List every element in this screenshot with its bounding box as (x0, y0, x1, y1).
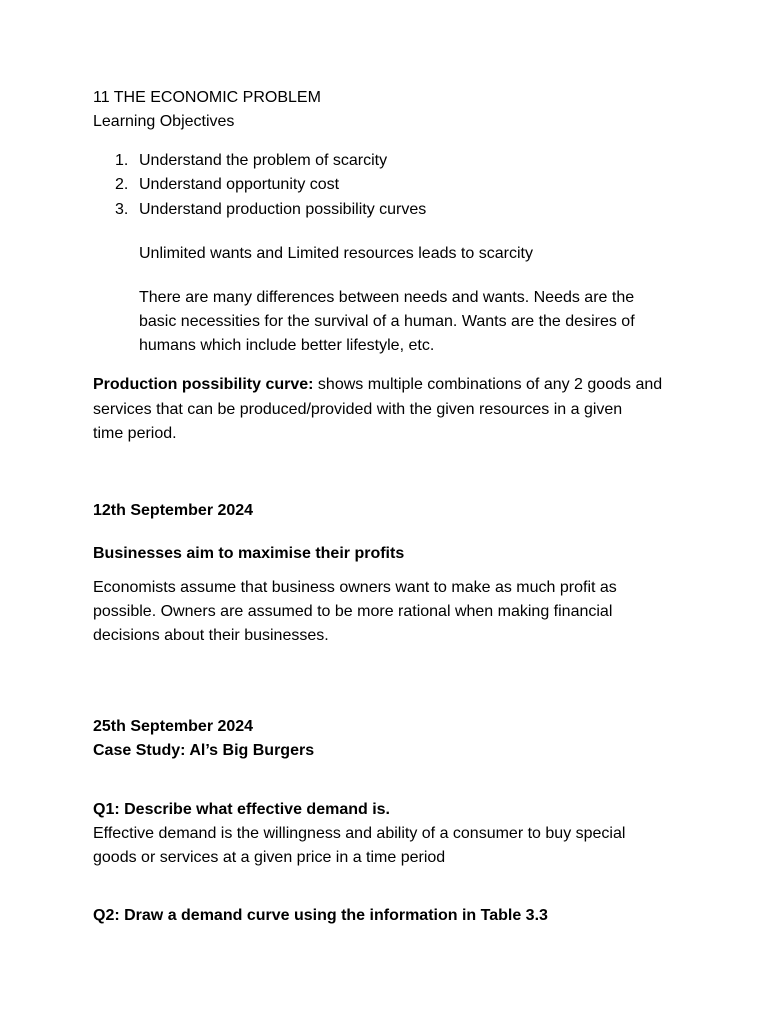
paragraph-line: humans which include better lifestyle, etc. (139, 337, 435, 354)
paragraph-line: goods or services at a given price in a time period (93, 849, 446, 866)
objective-item: Understand the problem of scarcity (139, 152, 388, 169)
scarcity-statement: Unlimited wants and Limited resources leads to scarcity (139, 245, 533, 262)
paragraph-line: decisions about their businesses. (93, 627, 329, 644)
objective-number: 1. (115, 152, 129, 169)
paragraph-line: Effective demand is the willingness and ability of a consumer to buy special (93, 825, 626, 842)
section-heading: Businesses aim to maximise their profits (93, 545, 405, 562)
paragraph-line: time period. (93, 425, 177, 442)
learning-objectives-label: Learning Objectives (93, 113, 235, 130)
paragraph-line: Economists assume that business owners want to make as much profit as (93, 579, 617, 596)
paragraph-line: services that can be produced/provided with the given resources in a given (93, 401, 623, 418)
ppc-definition: shows multiple combinations of any 2 goods and (313, 376, 663, 393)
paragraph-line: possible. Owners are assumed to be more rational when making financial (93, 603, 613, 620)
question-2: Q2: Draw a demand curve using the information in Table 3.3 (93, 907, 548, 924)
paragraph-line: basic necessities for the survival of a human. Wants are the desires of (139, 313, 635, 330)
objective-item: Understand production possibility curves (139, 201, 427, 218)
paragraph-line: There are many differences between needs and wants. Needs are the (139, 289, 635, 306)
case-study-title: Case Study: Al’s Big Burgers (93, 742, 315, 759)
date-heading: 25th September 2024 (93, 718, 254, 735)
paragraph-line (93, 373, 662, 397)
objective-number: 3. (115, 201, 129, 218)
document-heading: 11 THE ECONOMIC PROBLEM (93, 89, 321, 106)
question-1: Q1: Describe what effective demand is. (93, 801, 390, 818)
objective-item: Understand opportunity cost (139, 176, 340, 193)
date-heading: 12th September 2024 (93, 502, 254, 519)
objective-number: 2. (115, 176, 129, 193)
ppc-term: Production possibility curve: (93, 376, 314, 393)
